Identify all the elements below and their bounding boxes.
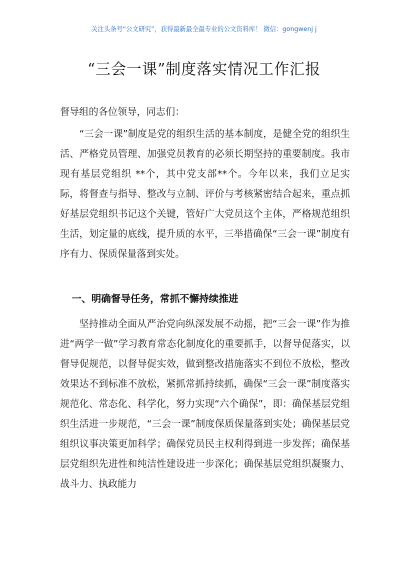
section-heading: 一、明确督导任务，常抓不懈持续推进 [71,294,239,305]
document-title: “三会一课”制度落实情况工作汇报 [87,60,321,78]
intro-paragraph: “三会一课”制度是党的组织生活的基本制度，是健全党的组织生活、严格党员管理、加强党员教育的必须长期坚持的重要制度。我市现有基层党组织 **个，其中党支部**个。今年以来，我们立足实际，将督查与指导、整改与立制、评价与考核紧密结合起来，重点抓好基层党组织书记这个关键，管好广大党员这个主体，严格规范组织生活，划定量的底线，提升质的水平，三举措确保“三会一课”制度有序有力、保质保量落到实处。 [60,129,350,260]
header-notice[interactable]: 关注头条号“公文研究”，获得最新最全最专业的公文资料库！ 微信：gongwenj j [91,26,317,33]
salutation: 督导组的各位领导，同志们： [60,107,185,118]
section-paragraph: 坚持推动全面从严治党向纵深发展不动摇，把“三会一课”作为推进“两学一做”学习教育常态化制度化的重要抓手，以督导促落实，以督导促规范，以督导促实效，做到整改措施落实不到位不放松，整改效果达不到标准不放松，紧抓常抓持续抓，确保“三会一课”制度落实规范化、常态化、科学化，努力实现“六个确保”，即：确保基层党组织生活进一步规范，“三会一课”制度保质保量落到实处；确保基层党组织议事决策更加科学；确保党员民主权利得到进一步发挥；确保基层党组织先进性和纯洁性建设进一步深化；确保基层党组织凝聚力、战斗力、执政能力 [60,319,350,490]
